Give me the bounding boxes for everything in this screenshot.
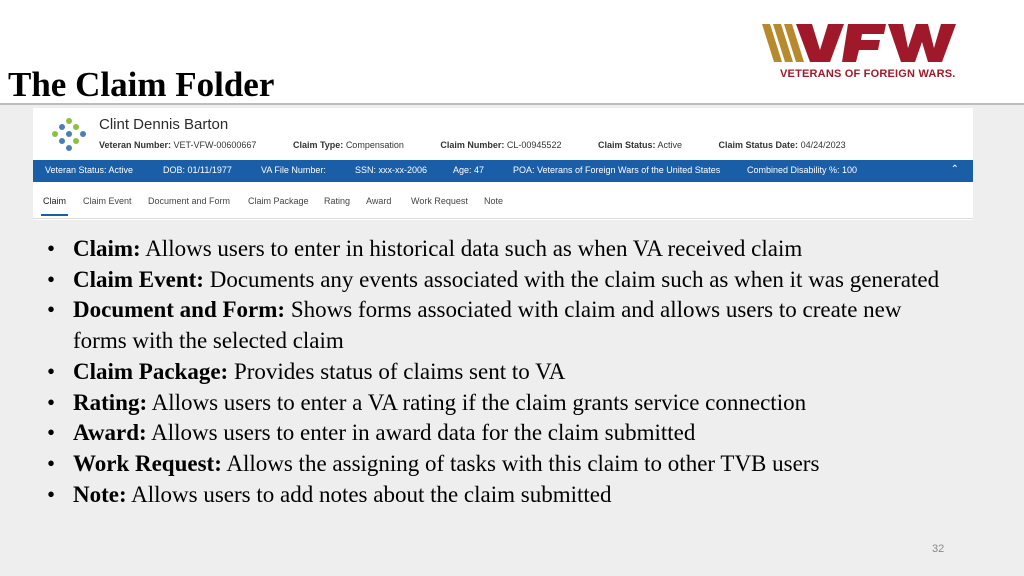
bullet-list [44,234,953,510]
tab-note[interactable]: Note [484,196,504,206]
header-field: Claim Number: CL-00945522 [440,140,562,150]
veteran-name: Clint Dennis Barton [99,116,229,133]
status-item: Veteran Status: Active [45,165,134,175]
veteran-status-bar [33,160,973,182]
slide-title: The Claim Folder [8,65,275,104]
bullet-item: • Note: Allows users to add notes about the claim submitted [44,480,953,511]
status-item: VA File Number: [261,165,326,175]
bullet-item: • Claim: Allows users to enter in historical data such as when VA received claim [44,234,953,265]
bullet-item: • Document and Form: Shows forms associated with claim and allows users to create new forms with the selected claim [44,295,953,356]
logo-tagline: VETERANS OF FOREIGN WARS. [780,68,956,80]
header-field: Claim Type: Compensation [292,140,404,150]
claim-folder-screenshot [33,108,973,220]
chevron-up-icon[interactable]: ⌃ [950,164,959,175]
tab-claim[interactable]: Claim [41,196,68,216]
app-logo-icon [51,116,87,152]
header-field: Veteran Number: VET-VFW-00600667 [99,140,257,150]
claim-header-row [99,140,880,150]
tab-award[interactable]: Award [366,196,392,206]
bullet-item: • Work Request: Allows the assigning of tasks with this claim to other TVB users [44,449,953,480]
status-item: POA: Veterans of Foreign Wars of the United States [513,165,721,175]
status-item: DOB: 01/11/1977 [163,165,232,175]
tab-document-and-form[interactable]: Document and Form [148,196,231,206]
bullet-item: • Award: Allows users to enter in award data for the claim submitted [44,418,953,449]
tab-work-request[interactable]: Work Request [411,196,468,206]
status-item: Age: 47 [453,165,485,175]
page-number: 32 [932,543,945,555]
bullet-item: • Claim Package: Provides status of claims sent to VA [44,357,953,388]
status-item: SSN: xxx-xx-2006 [355,165,428,175]
tab-rating[interactable]: Rating [324,196,351,206]
tab-underline [33,218,973,219]
bullet-item: • Claim Event: Documents any events associated with the claim such as when it was generated [44,265,953,296]
status-item: Combined Disability %: 100 [747,165,858,175]
tab-claim-package[interactable]: Claim Package [248,196,309,206]
tab-claim-event[interactable]: Claim Event [83,196,132,206]
header-field: Claim Status Date: 04/24/2023 [718,140,846,150]
bullet-item: • Rating: Allows users to enter a VA rating if the claim grants service connection [44,388,953,419]
header-field: Claim Status: Active [597,140,683,150]
